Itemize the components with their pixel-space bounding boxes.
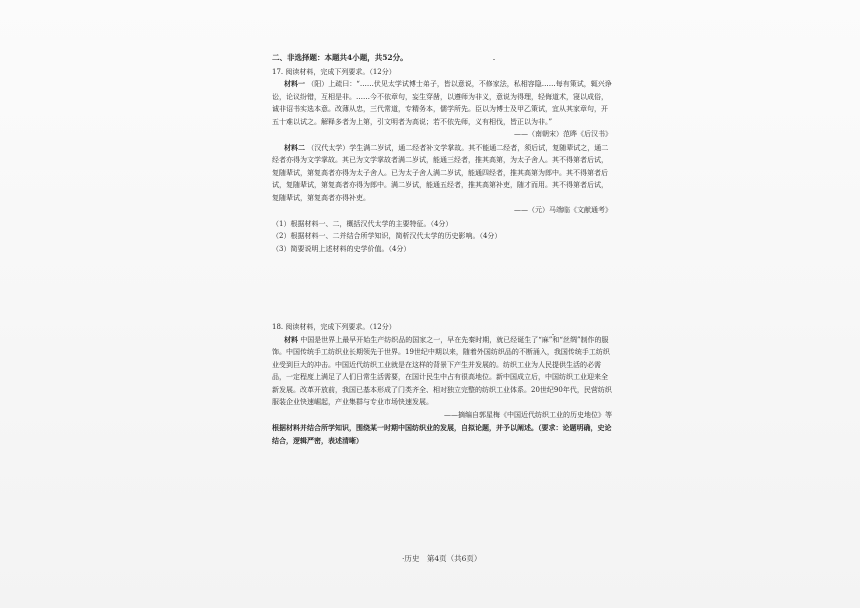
question-18-title: 18. 阅读材料，完成下列要求。（12分） xyxy=(272,323,396,331)
material-two-label: 材料二 xyxy=(284,142,305,152)
question-17-sub-3: （3）简要说明上述材料的史学价值。（4分） xyxy=(272,244,411,253)
exam-content xyxy=(272,52,612,447)
material-two-source: ——（元）马端临《文献通考》 xyxy=(514,206,612,214)
question-17-sub-2: （2）根据材料一、二并结合所学知识，简析汉代太学的历史影响。（4分） xyxy=(272,232,502,240)
material-two xyxy=(272,142,612,205)
material-18-text: 中国是世界上最早开始生产纺织品的国家之一，早在先秦时期，就已经诞生了“麻”和“丝绸”制作的服饰。中国传统手工纺织业长期领先于世界。19世纪中期以来，随着外国纺织品的不断涌入，我国传统手工纺织业受到巨大的冲击。中国近代纺织工业就是在这样的背景下产生并发展的。纺织工业为人民提供生活的必需品，一定程度上满足了人们日常生活需要，在国计民生中占有很高地位。新中国成立后，中国纺织工业迎来全新发展。改革开放前，我国已基本形成了门类齐全、相对独立完整的纺织工业体系。20世纪90年代，民营纺织服装企业快速崛起，产业集群与专业市场快速发展。 xyxy=(272,335,612,406)
question-17-title: 17. 阅读材料，完成下列要求。（12分） xyxy=(272,67,396,76)
question-18-requirement: 根据材料并结合所学知识，围绕某一时期中国纺织业的发展，自拟论题，并予以阐述。（要求：论题明确，史论结合，逻辑严密，表述清晰） xyxy=(272,423,612,445)
material-one-source: ——（南朝宋）范晔《后汉书》 xyxy=(514,130,612,138)
answer-space xyxy=(272,255,612,321)
material-two-text: （汉代太学）学生满二岁试，通二经者补文学掌故。其不能通二经者，须后试，复随辈试之，通二经者亦得为文学掌故。其已为文学掌故者满二岁试，能通三经者，推其高第，为太子舍人。其不得第者后试，复随辈试，第复高者亦得为太子舍人。已为太子舍人满二岁试，能通四经者，推其高第为郎中。其不得第者后试，复随辈试，第复高者亦得为郎中。满二岁试，能通五经者，推其高第补吏，随才而用。其不得第者后试，复随辈试，第复高者亦得补吏。 xyxy=(272,143,609,202)
material-18-label: 材料 xyxy=(284,334,298,344)
material-one-text: （阳）上疏曰：“……伏见太学试博士弟子，皆以意说，不修家法，私相容隐……每有策试，辄兴诤讼，论议纷错，互相是非。……今不依章句，妄生穿凿，以遵师为非义，意说为得理，轻侮道术，寖以成俗，诚非诏书实选本意。改薄从忠，三代常道，专精务本，儒学所先。臣以为博士及甲乙策试，宜从其家章句，开五十难以试之。解释多者为上第，引文明者为高说；若不依先师，义有相伐，皆正以为非。” xyxy=(272,80,612,126)
material-18 xyxy=(272,334,612,409)
material-18-source: ——摘编自郭星梅《中国近代纺织工业的历史地位》等 xyxy=(444,410,612,419)
question-17-sub-1: （1）根据材料一、二，概括汉代太学的主要特征。（4分） xyxy=(272,219,453,228)
section-title: 二、非选择题：本题共4小题，共52分。 xyxy=(272,53,408,62)
material-one-label: 材料一 xyxy=(284,79,305,88)
page-footer: ·历史 第4页（共6页） xyxy=(402,554,482,563)
material-one xyxy=(272,78,612,128)
